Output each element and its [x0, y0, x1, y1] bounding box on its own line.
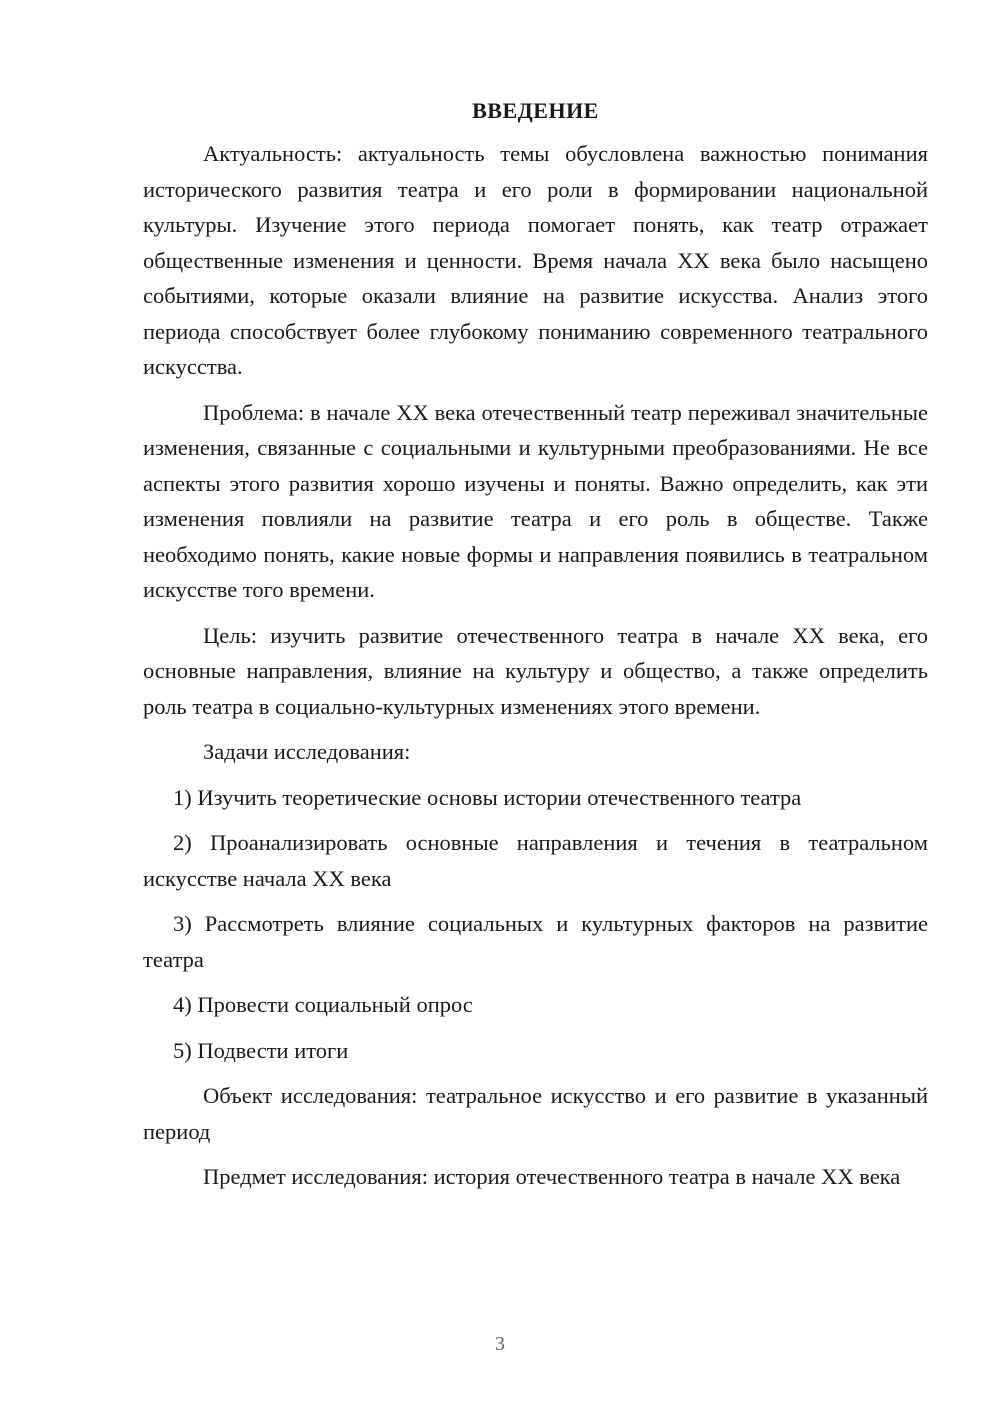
page-title: ВВЕДЕНИЕ [472, 98, 599, 123]
goal-paragraph: Цель: изучить развитие отечественного театра в начале XX века, его основные направления, влияние на культуру и общество, а также определить роль театра в социально-культурных изменениях этого времени. [143, 622, 928, 719]
task-item: 1) Изучить теоретические основы истории отечественного театра [173, 784, 802, 810]
task-item: 2) Проанализировать основные направления и течения в театральном искусстве начала XX века [143, 830, 928, 891]
tasks-heading: Задачи исследования: [203, 739, 411, 764]
document-page [143, 93, 928, 1195]
problem-paragraph: Проблема: в начале XX века отечественный театр переживал значительные изменения, связанные с социальными и культурными преобразованиями. Не все аспекты этого развития хорошо изучены и поняты. Важно определить, как эти изменения повлияли на развитие театра и его роль в обществе. Также необходимо понять, какие новые формы и направления появились в театральном искусстве того времени. [143, 399, 928, 602]
page-number: 3 [495, 1333, 505, 1355]
relevance-paragraph: Актуальность: актуальность темы обусловлена важностью понимания исторического развития театра и его роли в формировании национальной культуры. Изучение этого периода помогает понять, как театр отражает общественные изменения и ценности. Время начала XX века было насыщено событиями, которые оказали влияние на развитие искусства. Анализ этого периода способствует более глубокому пониманию современного театрального искусства. [143, 141, 928, 379]
research-subject-paragraph: Предмет исследования: история отечественного театра в начале XX века [203, 1164, 901, 1189]
task-item: 3) Рассмотреть влияние социальных и культурных факторов на развитие театра [143, 911, 928, 972]
research-object-paragraph: Объект исследования: театральное искусство и его развитие в указанный период [143, 1083, 928, 1144]
task-item: 4) Провести социальный опрос [173, 992, 473, 1017]
tasks-list [143, 780, 928, 1069]
task-item: 5) Подвести итоги [173, 1037, 349, 1063]
